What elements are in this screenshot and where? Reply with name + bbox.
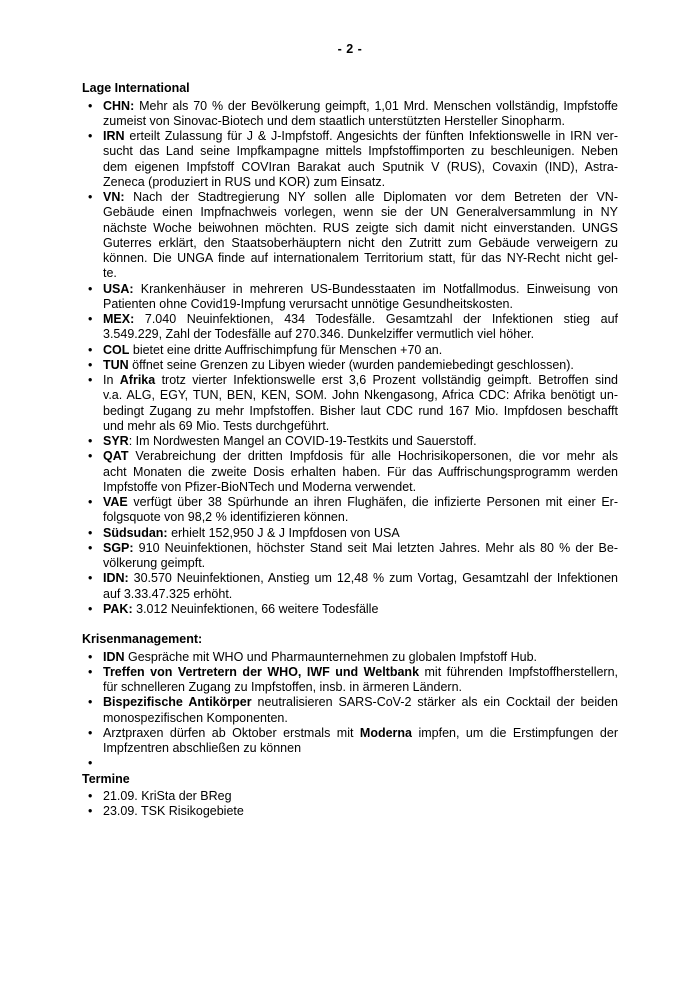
list-item-text xyxy=(103,129,618,190)
bullet-icon: • xyxy=(88,571,93,586)
text-line: 23.09. TSK Risikogebiete xyxy=(103,804,244,818)
list-item xyxy=(82,190,618,282)
document-body xyxy=(82,81,618,819)
list-item-text xyxy=(103,495,618,526)
text-line: bedingt Zugang zu mehr Impfstoffen. Bisher laut CDC rund 167 Mio. Impfdosen beschafft xyxy=(103,403,618,418)
list-item-text xyxy=(103,358,618,373)
text-line: COL bietet eine dritte Auffrischimpfung für Menschen +70 an. xyxy=(103,342,443,357)
text-line: folgsquote von 98,2 % identifizieren können. xyxy=(103,510,349,525)
bullet-icon: • xyxy=(88,804,93,818)
list-item xyxy=(82,526,618,541)
text-line: PAK: 3.012 Neuinfektionen, 66 weitere Todesfälle xyxy=(103,601,379,616)
list-item-text xyxy=(103,343,618,358)
text-line: monospezifischen Komponenten. xyxy=(103,710,288,725)
text-line: Gebäude einen Impfnachweis vorlegen, wenn sie der UN Generalversammlung in NY xyxy=(103,205,618,220)
list-item-text xyxy=(103,602,618,617)
section-heading: Termine xyxy=(82,771,130,786)
bullet-list xyxy=(82,789,618,820)
list-item xyxy=(82,358,618,373)
text-line: v.a. ALG, EGY, TUN, BEN, KEN, SOM. John Nkengasong, Africa CDC: Afrika benötigt un- xyxy=(103,388,618,403)
list-item-text xyxy=(103,99,618,130)
list-item-text xyxy=(103,695,618,726)
bullet-icon: • xyxy=(88,725,93,740)
text-line: IDN: 30.570 Neuinfektionen, Anstieg um 12,48 % zum Vortag, Gesamtzahl der Infektionen xyxy=(103,571,618,586)
list-item xyxy=(82,434,618,449)
list-item xyxy=(82,541,618,572)
text-line: völkerung geimpft. xyxy=(103,556,206,570)
text-line: Patienten ohne Covid19-Impfung verursacht unnötige Gesundheitskosten. xyxy=(103,296,513,311)
section xyxy=(82,632,618,771)
text-line: SGP: 910 Neuinfektionen, höchster Stand seit Mai letzten Jahres. Mehr als 80 % der Be- xyxy=(103,540,618,555)
bullet-icon: • xyxy=(88,649,93,664)
bullet-icon: • xyxy=(88,695,93,710)
text-line: Impfstoffe von Pfizer-BioNTech und Moderna verwendet. xyxy=(103,479,417,494)
text-line: TUN öffnet seine Grenzen zu Libyen wieder (wurden pandemiebedingt geschlossen). xyxy=(103,357,574,372)
text-line: VN: Nach der Stadtregierung NY sollen alle Diplomaten vor dem Betreten der VN- xyxy=(103,190,618,204)
list-item xyxy=(82,495,618,526)
list-item-text xyxy=(103,789,618,804)
bullet-icon: • xyxy=(88,434,93,448)
bullet-icon: • xyxy=(88,788,93,803)
text-line: sucht das Land seine Impfkampagne mittels Impfstoffimporten zu beschleunigen. Neben xyxy=(103,144,618,159)
text-line: USA: Krankenhäuser in mehreren US-Bundesstaaten im Notfallmodus. Einweisung von xyxy=(103,281,618,296)
bullet-icon: • xyxy=(88,190,93,204)
bullet-icon: • xyxy=(88,525,93,540)
list-item-text xyxy=(103,541,618,572)
list-item-text xyxy=(103,665,618,696)
list-item xyxy=(82,789,618,804)
text-line: und mehr als 69 Mio. Tests durchgeführt. xyxy=(103,418,330,433)
text-line: IRN erteilt Zulassung für J & J-Impfstoff. Angesichts der fünften Infektionswelle in IRN ver- xyxy=(103,129,618,143)
text-line: Bispezifische Antikörper neutralisieren SARS-CoV-2 stärker als ein Cocktail der beiden xyxy=(103,695,618,710)
list-item xyxy=(82,804,618,819)
page-number: - 2 - xyxy=(337,42,363,56)
text-line: VAE verfügt über 38 Spürhunde an ihren Flughäfen, die infizierte Personen mit einer Er- xyxy=(103,495,618,509)
section xyxy=(82,81,618,617)
text-line: Treffen von Vertretern der WHO, IWF und Weltbank mit führenden Impfstoffherstellern, xyxy=(103,664,619,679)
list-item xyxy=(82,99,618,130)
text-line: In Afrika trotz vierter Infektionswelle erst 3,6 Prozent vollständig geimpft. Betroffen sind xyxy=(103,373,618,387)
text-line: QAT Verabreichung der dritten Impfdosis für alle Hochrisikopersonen, die vor mehr als xyxy=(103,449,618,464)
bullet-icon: • xyxy=(88,357,93,372)
bullet-icon: • xyxy=(88,129,93,143)
list-item-text xyxy=(103,434,618,449)
bullet-icon: • xyxy=(88,373,93,387)
list-item xyxy=(82,695,618,726)
list-item-text xyxy=(103,804,618,819)
bullet-list xyxy=(82,650,618,772)
text-line: zumeist von Sinovac-Biotech und dem staatlich unterstützten Hersteller Sinopharm. xyxy=(103,113,566,128)
text-line: Südsudan: erhielt 152,950 J & J Impfdosen von USA xyxy=(103,525,400,540)
list-item xyxy=(82,129,618,190)
list-item xyxy=(82,449,618,495)
section-heading: Lage International xyxy=(82,81,190,96)
list-item-text xyxy=(103,282,618,313)
list-item xyxy=(82,602,618,617)
text-line: MEX: 7.040 Neuinfektionen, 434 Todesfälle. Gesamtzahl der Infektionen stieg auf xyxy=(103,312,618,326)
list-item-text xyxy=(103,650,618,665)
text-line: für schnelleren Zugang zu Impfstoffen, insb. in ärmeren Ländern. xyxy=(103,680,463,694)
list-item xyxy=(82,343,618,358)
text-line: Guterres erklärt, den Staatsoberhäuptern nicht den Zutritt zum Gebäude verweigern zu xyxy=(103,235,618,250)
bullet-icon: • xyxy=(88,540,93,555)
text-line: te. xyxy=(103,266,117,281)
bullet-list xyxy=(82,99,618,618)
text-line: 3.549.229, Zahl der Todesfälle auf 270.346. Dunkelziffer vermutlich viel höher. xyxy=(103,327,535,342)
text-line: nächste Woche beiwohnen möchten. RUS zeigte sich damit nicht einverstanden. UNGS xyxy=(103,220,618,235)
bullet-icon: • xyxy=(88,98,93,113)
text-line: SYR: Im Nordwesten Mangel an COVID-19-Testkits und Sauerstoff. xyxy=(103,434,477,448)
list-item-text xyxy=(103,312,618,343)
list-item xyxy=(82,650,618,665)
list-item-text xyxy=(103,726,618,757)
text-line: Impfzentren abschließen zu können xyxy=(103,741,302,755)
text-line: auf 3.33.47.325 erhöht. xyxy=(103,586,233,601)
text-line: dem eigenen Impfstoff COVIran Barakat auch Sputnik V (RUS), Covaxin (IND), Astra- xyxy=(103,159,618,174)
bullet-icon: • xyxy=(88,495,93,509)
text-line: acht Monaten die zweite Dosis erhalten haben. Für das Auffrischungsprogramm werden xyxy=(103,464,618,479)
bullet-icon: • xyxy=(88,449,93,464)
list-item xyxy=(82,282,618,313)
bullet-icon: • xyxy=(88,312,93,326)
list-item-text xyxy=(103,449,618,495)
bullet-icon: • xyxy=(88,281,93,296)
bullet-icon: • xyxy=(88,664,93,679)
list-item-text xyxy=(103,571,618,602)
text-line: Zeneca (produziert in RUS und KOR) zum Einsatz. xyxy=(103,174,386,189)
list-item xyxy=(82,571,618,602)
list-item xyxy=(82,665,618,696)
list-item xyxy=(82,312,618,343)
list-item xyxy=(82,756,618,771)
bullet-icon: • xyxy=(88,342,93,357)
list-item-text xyxy=(103,190,618,282)
text-line: können. Die UNGA finde auf internationalem Territorium statt, für das NY-Recht nicht gel- xyxy=(103,251,618,265)
bullet-icon: • xyxy=(88,601,93,616)
text-line: Arztpraxen dürfen ab Oktober erstmals mit Moderna impfen, um die Erstimpfungen der xyxy=(103,725,618,740)
list-item-text xyxy=(103,373,618,434)
list-item-text xyxy=(103,526,618,541)
list-item xyxy=(82,726,618,757)
document-content xyxy=(82,42,618,819)
bullet-icon: • xyxy=(88,756,93,771)
text-line: 21.09. KriSta der BReg xyxy=(103,788,232,803)
text-line: IDN Gespräche mit WHO und Pharmaunternehmen zu globalen Impfstoff Hub. xyxy=(103,649,538,664)
text-line: CHN: Mehr als 70 % der Bevölkerung geimpft, 1,01 Mrd. Menschen vollständig, Impfstoffe xyxy=(103,98,618,113)
list-item xyxy=(82,373,618,434)
section xyxy=(82,772,618,820)
section-heading: Krisenmanagement: xyxy=(82,632,203,647)
